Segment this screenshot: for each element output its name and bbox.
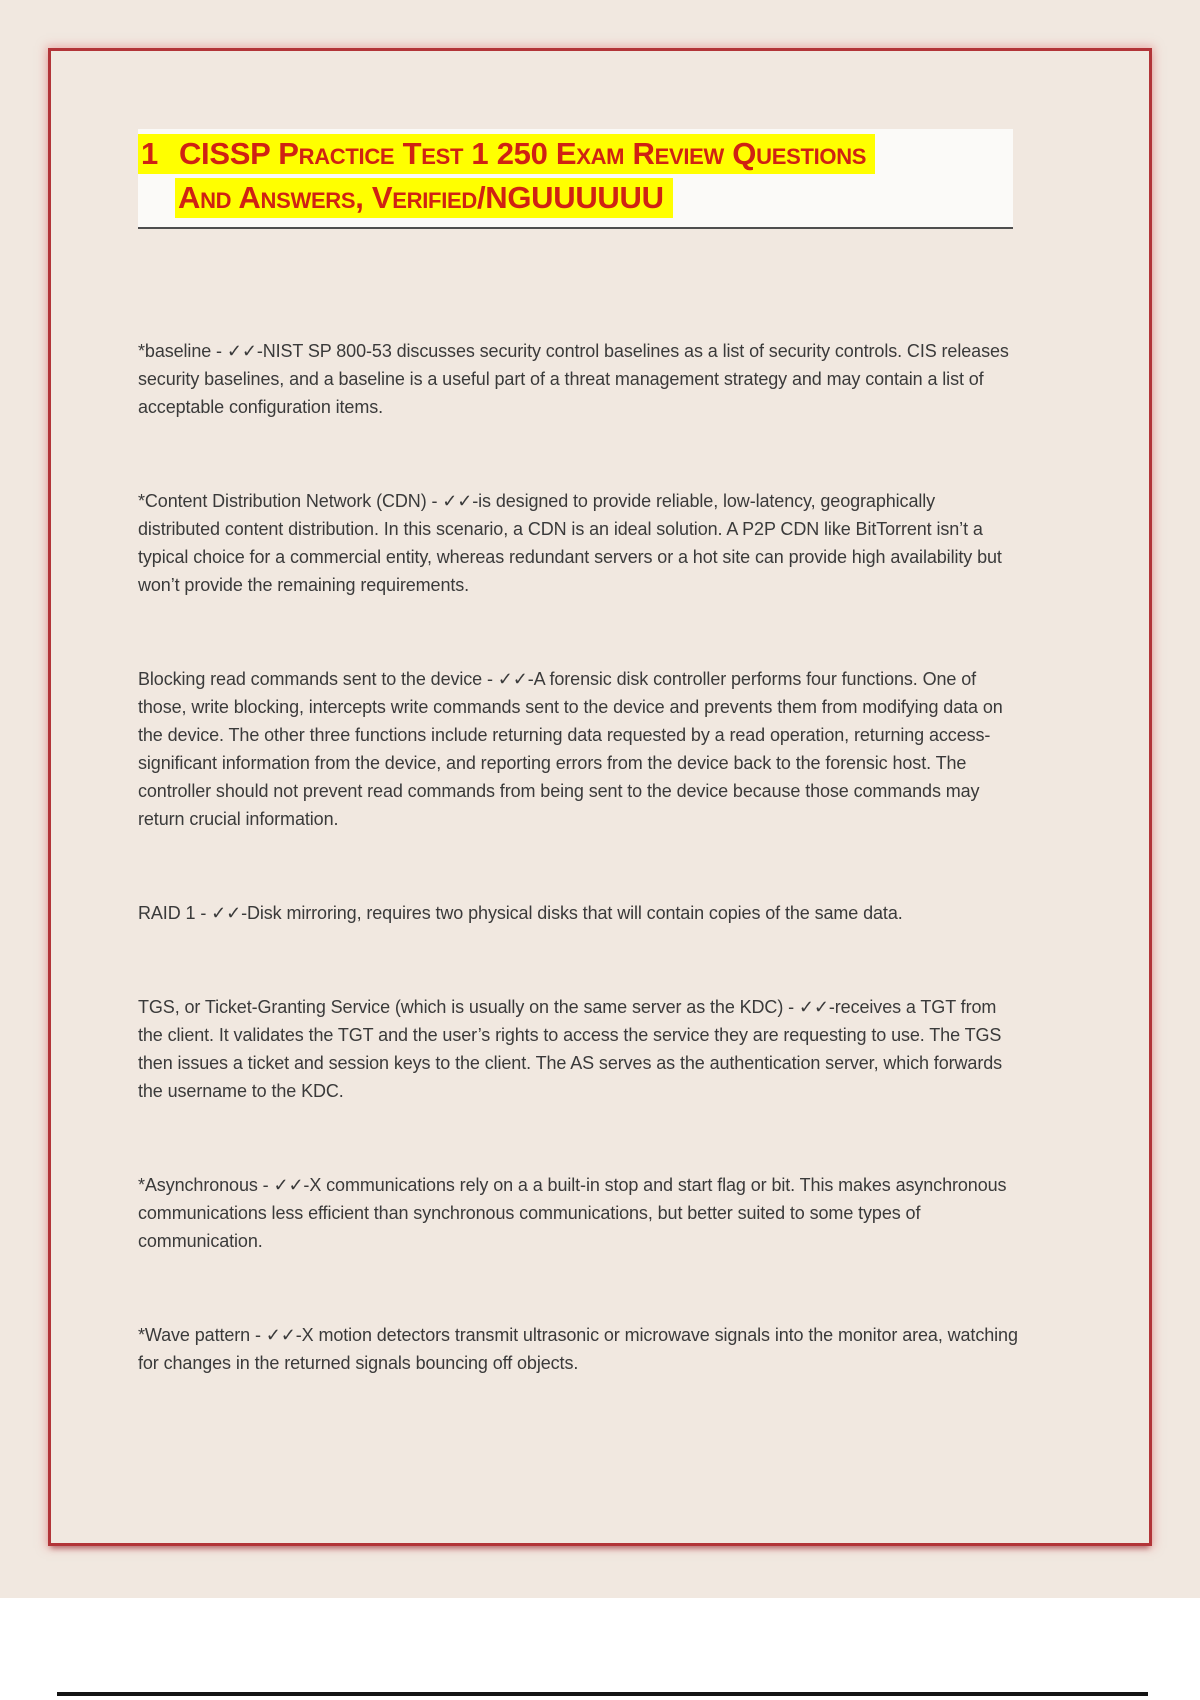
title-text-line-2: And Answers, Verified/NGUUUUUU bbox=[178, 180, 664, 215]
title-text-line-1: CISSP Practice Test 1 250 Exam Review Questions bbox=[178, 136, 867, 171]
qa-paragraph-wave-pattern: *Wave pattern - ✓✓-X motion detectors transmit ultrasonic or microwave signals into the monitor area, watching for changes in the returned signals bouncing off objects. bbox=[138, 1325, 1018, 1373]
page-title-line-2 bbox=[138, 176, 1013, 220]
qa-paragraph-tgs: TGS, or Ticket-Granting Service (which is usually on the same server as the KDC) - ✓✓-receives a TGT from the client. It validates the TGT and the user’s rights to access the service they are requesting to use. The TGS then issues a ticket and session keys to the client. The AS serves as the authentication server, which forwards the username to the KDC. bbox=[138, 997, 1003, 1101]
page-content bbox=[138, 51, 1018, 1443]
qa-paragraph-blocking-read: Blocking read commands sent to the device - ✓✓-A forensic disk controller performs four functions. One of those, write blocking, intercepts write commands sent to the device and prevents them from modifying data on the device. The other three functions include returning data requested by a read operation, returning access-significant information from the device, and reporting errors from the device back to the forensic host. The controller should not prevent read commands from being sent to the device because those commands may return crucial information. bbox=[138, 669, 1003, 829]
page-title-line-1 bbox=[138, 132, 1013, 176]
qa-paragraph-baseline: *baseline - ✓✓-NIST SP 800-53 discusses security control baselines as a list of security controls. CIS releases security baselines, and a baseline is a useful part of a threat management strategy and may contain a list of acceptable configuration items. bbox=[138, 341, 1009, 417]
title-band bbox=[138, 129, 1013, 229]
qa-paragraph-raid1: RAID 1 - ✓✓-Disk mirroring, requires two physical disks that will contain copies of the same data. bbox=[138, 903, 903, 923]
title-highlight bbox=[138, 134, 875, 174]
qa-paragraph-cdn: *Content Distribution Network (CDN) - ✓✓-is designed to provide reliable, low-latency, geographically distributed content distribution. In this scenario, a CDN is an ideal solution. A P2P CDN like BitTorrent isn’t a typical choice for a commercial entity, whereas redundant servers or a hot site can provide high availability but won’t provide the remaining requirements. bbox=[138, 491, 1002, 595]
qa-list bbox=[138, 337, 1018, 1377]
heading-number: 1 bbox=[141, 136, 158, 171]
title-highlight bbox=[175, 178, 673, 218]
next-page-top-edge bbox=[57, 1692, 1148, 1696]
qa-paragraph-asynchronous: *Asynchronous - ✓✓-X communications rely on a a built-in stop and start flag or bit. This makes asynchronous communications less efficient than synchronous communications, but better suited to some types of communication. bbox=[138, 1175, 1007, 1251]
page-frame bbox=[48, 48, 1152, 1546]
